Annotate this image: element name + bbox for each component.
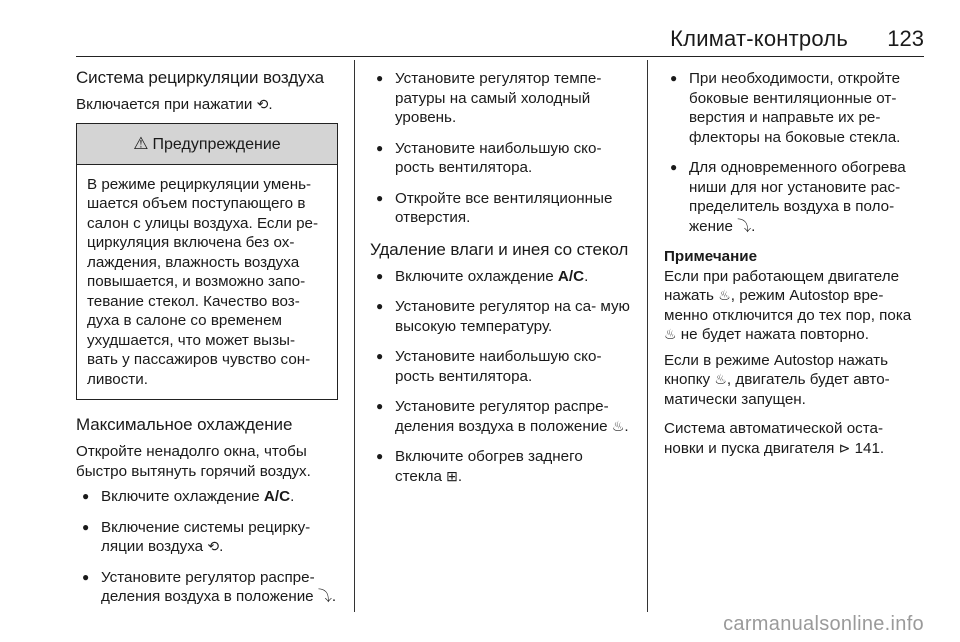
paragraph: Откройте ненадолго окна, чтобы быстро вытянуть горячий воздух. (76, 443, 311, 480)
windshield-defrost-icon: ♨ (611, 417, 625, 434)
bullet-list (664, 69, 926, 236)
column-divider (647, 60, 648, 612)
page-title: Климат-контроль (670, 26, 848, 51)
list-item: ● При необходимости, откройте боковые вентиляционные от- верстия и направьте их ре- флекторы на боковые стекла. (664, 69, 926, 147)
list-item: ● Установите наибольшую ско- рость вентилятора. (370, 139, 632, 178)
note-paragraph: Если при работающем двигателе нажать ♨, режим Autostop вре- менно отключится до тех пор, пока ♨ не будет нажата повторно. (664, 267, 912, 343)
bullet-list (370, 267, 632, 487)
column-3 (664, 60, 926, 464)
windshield-defrost-icon: ♨ (718, 287, 731, 303)
windshield-defrost-icon: ♨ (714, 371, 727, 387)
section-heading: Система рециркуляции воздуха (76, 68, 325, 87)
list-item: ● Установите наибольшую ско- рость вентилятора. (370, 347, 632, 386)
page-number: 123 (887, 26, 924, 51)
warning-title: Предупреждение (152, 135, 281, 153)
airflow-feet-windshield-icon: ⤵ (737, 217, 752, 234)
section-heading: Удаление влаги и инея со стекол (370, 239, 629, 259)
list-item: ● Установите регулятор темпе- ратуры на самый холодный уровень. (370, 69, 632, 128)
list-item: ● Установите регулятор распре- деления воздуха в положение ⤵. (76, 568, 338, 607)
paragraph: Система автоматической оста- новки и пуска двигателя ⊳ 141. (664, 420, 885, 457)
list-item: ● Включите охлаждение A/C. (370, 267, 632, 287)
recirculation-icon: ⟲ (207, 538, 220, 554)
windshield-defrost-icon: ♨ (664, 326, 677, 342)
note-title: Примечание (664, 248, 758, 265)
recirculation-icon: ⟲ (256, 96, 269, 112)
warning-header (77, 124, 337, 165)
list-item: ● Установите регулятор на са- мую высокую температуру. (370, 297, 632, 336)
section-heading: Максимальное охлаждение (76, 415, 293, 434)
bullet-list (370, 69, 632, 228)
column-2 (370, 60, 632, 497)
watermark: carmanualsonline.info (723, 613, 924, 635)
list-item: ● Для одновременного обогрева ниши для ног установите рас- пределитель воздуха в поло- жение ⤵. (664, 158, 926, 236)
column-divider (354, 60, 355, 612)
warning-text: В режиме рециркуляции умень- шается объем поступающего в салон с улицы воздуха. Если ре- циркуляция включена без ох- лаждения, влажность воздуха повышается, и возможно запо- тевание стекол. Качество воз- духа в салоне со временем ухудшается, что может вызы- вать у пассажиров чувство сон- ливости. (87, 175, 319, 388)
warning-triangle-icon: ⚠ (133, 133, 149, 153)
rear-window-heat-icon: ⊞ (446, 467, 458, 484)
paragraph: Включается при нажатии ⟲. (76, 96, 273, 113)
airflow-feet-icon: ⤵ (317, 588, 332, 604)
list-item: ● Включите охлаждение A/C. (76, 487, 338, 507)
list-item: ● Включение системы рецирку- ляции воздуха ⟲. (76, 518, 338, 557)
page-reference-icon: ⊳ (838, 439, 851, 456)
list-item: ● Включите обогрев заднего стекла ⊞. (370, 447, 632, 486)
bullet-list (76, 487, 338, 607)
page-header (0, 0, 960, 60)
list-item: ● Установите регулятор распре- деления воздуха в положение ♨. (370, 397, 632, 436)
note-paragraph: Если в режиме Autostop нажать кнопку ♨, двигатель будет авто- матически запущен. (664, 351, 890, 408)
warning-box (76, 123, 338, 401)
header-rule (76, 56, 924, 57)
column-1 (76, 60, 338, 618)
list-item: ● Откройте все вентиляционные отверстия. (370, 189, 632, 228)
